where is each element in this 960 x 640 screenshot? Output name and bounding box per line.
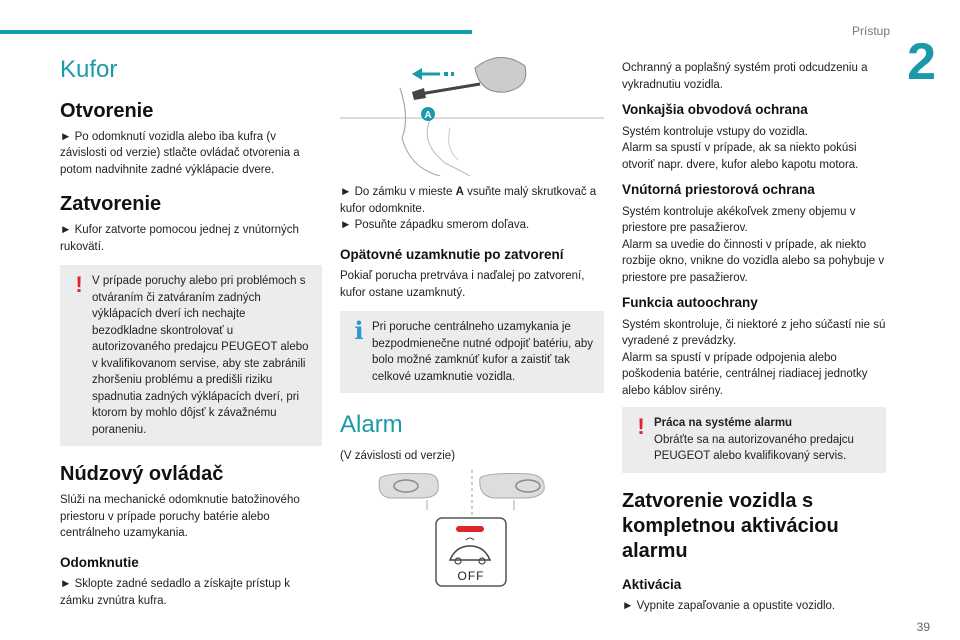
close-alarm-heading: Zatvorenie vozidla s kompletnou aktiváciou alarmu [622, 489, 839, 562]
step1-prefix: ► Do zámku v mieste [340, 186, 456, 198]
close-text: ► Kufor zatvorte pomocou jednej z vnútorných rukovätí. [60, 224, 299, 253]
step1-text [340, 184, 604, 217]
emergency-heading: Núdzový ovládač [60, 463, 224, 486]
anti-text2: Alarm sa spustí v prípade odpojenia alebo poškodenia batérie, centrálnej riadiacej jednotky alebo káblov sirény. [622, 351, 868, 397]
screwdriver-lock-figure [340, 48, 604, 176]
header-accent-bar [0, 30, 472, 34]
column-lock [340, 48, 604, 590]
relock-text: Pokiaľ porucha pretrváva i naďalej po zatvorení, kufor ostane uzamknutý. [340, 270, 585, 299]
close-heading: Zatvorenie [60, 193, 162, 216]
column-trunk [60, 48, 322, 609]
column-alarm [622, 48, 886, 615]
warning-exclamation-icon: ! [75, 272, 83, 298]
open-text: ► Po odomknutí vozidla alebo iba kufra (v závislosti od verzie) stlačte ovládač otvorenia a potom nadvihnite zadné výklápacie dvere. [60, 130, 300, 176]
alarm-version: (V závislosti od verzie) [340, 449, 456, 462]
unlock-heading: Odomknutie [60, 554, 139, 570]
trunk-title: Kufor [60, 56, 118, 83]
activation-heading: Aktivácia [622, 576, 682, 592]
int-text1: Systém kontroluje akékoľvek zmeny objemu v priestore pre pasažierov. [622, 205, 856, 235]
anti-heading: Funkcia autoochrany [622, 295, 758, 311]
ext-heading: Vonkajšia obvodová ochrana [622, 102, 808, 117]
callout-a: A [424, 110, 432, 121]
warning-text: V prípade poruchy alebo pri problémoch s otváraním či zatváraním zadných výklápacích dverí ich nechajte bezodkladne skontrolovať u autorizovaného predajcu PEUGEOT alebo v kvalifikovanom servise, aby ste zabránili zhoršeniu problému a predišli riziku spadnutia zadných výklápacích dverí, pri ktorom by mohlo dôjsť k závažnému poraneniu. [92, 275, 309, 436]
info-icon: i [354, 316, 364, 346]
chapter-number: 2 [907, 33, 936, 91]
anti-text1: Systém skontroluje, či niektoré z jeho súčastí nie sú vyradené z prevádzky. [622, 318, 886, 348]
int-heading: Vnútorná priestorová ochrana [622, 182, 815, 198]
unlock-text: ► Sklopte zadné sedadlo a získajte prístup k zámku zvnútra kufra. [60, 578, 291, 607]
step1-point-label: A [455, 186, 464, 198]
relock-heading: Opätovné uzamknutie po zatvorení [340, 246, 564, 262]
warning-note [60, 265, 322, 446]
trunk-lock-illustration [340, 48, 604, 176]
alarm-switch-figure [340, 470, 604, 590]
ext-text1: Systém kontroluje vstupy do vozidla. [622, 125, 809, 138]
ext-text2: Alarm sa spustí v prípade, ak sa niekto pokúsi otvoriť napr. dvere, kufor alebo kapotu motora. [622, 142, 859, 171]
activation-text: ► Vypnite zapaľovanie a opustite vozidlo. [622, 600, 836, 613]
off-label: OFF [457, 569, 485, 584]
section-label: Prístup [851, 24, 890, 38]
info-text: Pri poruche centrálneho uzamykania je bezpodmienečne nutné odpojiť batériu, aby bolo možné zamknúť kufor a zaistiť tak celkové uzamknutie vozidla. [372, 321, 594, 383]
warning-exclamation-icon: ! [637, 414, 645, 440]
emergency-text: Slúži na mechanické odomknutie batožinového priestoru v prípade poruchy batérie alebo centrálneho uzamykania. [60, 494, 300, 540]
alarm-warning-title: Práca na systéme alarmu [654, 417, 793, 430]
alarm-button-illustration [340, 470, 604, 590]
step1-suffix: vsuňte malý skrutkovač a kufor odomknite. [340, 186, 597, 215]
int-text2: Alarm sa uvedie do činnosti v prípade, ak niekto rozbije okno, vnikne do vozidla alebo sa pohybuje v priestore pre pasažierov. [622, 238, 885, 284]
alarm-warning-body [632, 415, 876, 465]
info-note [340, 311, 604, 393]
alarm-intro: Ochranný a poplašný systém proti odcudzeniu a vykradnutiu vozidla. [622, 62, 868, 91]
alarm-warning-note [622, 407, 886, 473]
page-number: 39 [916, 620, 930, 634]
open-heading: Otvorenie [60, 99, 154, 122]
step2-text: ► Posuňte západku smerom doľava. [340, 219, 530, 231]
alarm-title: Alarm [340, 411, 403, 439]
alarm-warning-text: Obráťte sa na autorizovaného predajcu PEUGEOT alebo kvalifikovaný servis. [654, 433, 854, 463]
